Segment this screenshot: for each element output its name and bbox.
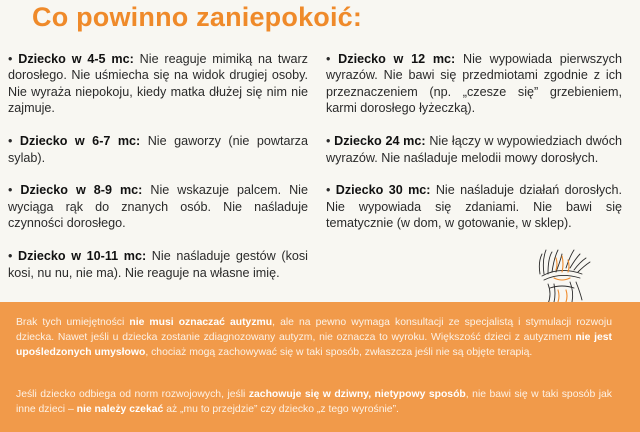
info-box [0,302,640,432]
list-item: • Dziecko w 12 mc: Nie wypowiada pierwszych wyrazów. Nie bawi się przedmiotami zgodnie z ich przeznaczeniem (np. „czesze się” grzebieniem, karmi dorosłego łyżeczką). [326,52,622,116]
right-column [326,51,622,248]
item-text: Nie naśladuje gestów (kosi kosi, nu nu, nie ma). Nie reaguje na własne imię. [8,249,308,280]
emphasis-text: nie należy czekać [76,404,164,416]
list-item: • Dziecko w 4-5 mc: Nie reaguje mimiką na twarz dorosłego. Nie uśmiecha się na widok drugiej osoby. Nie wyraża niepokoju, kiedy matka dłużej się nim nie zajmuje. [8,52,308,116]
text-segment: Jeśli dziecko odbiega od norm rozwojowych, jeśli [16,389,249,400]
list-item: • Dziecko 30 mc: Nie naśladuje działań dorosłych. Nie wypowiada się zdaniami. Nie bawi się tematycznie (w dom, w gotowanie, w sklep). [326,183,622,231]
age-label: Dziecko w 6-7 mc: [19,134,141,149]
child-sketch-illustration [530,244,600,306]
list-item: • Dziecko 24 mc: Nie łączy w wypowiedziach dwóch wyrazów. Nie naśladuje melodii mowy dorosłych. [326,134,622,165]
item-text: Nie naśladuje działań dorosłych. Nie wypowiada się zdaniami. Nie bawi się tematycznie (w dom, w gotowanie, w sklep). [326,183,622,231]
item-text: Nie wskazuje palcem. Nie wyciąga rąk do znanych osób. Nie naśladuje czynności dorosłego. [8,183,308,231]
age-label: Dziecko w 10-11 mc: [18,249,147,264]
emphasis-text: nie jest upośledzonych umysłowo [16,332,612,359]
age-label: Dziecko 24 mc: [334,134,426,149]
item-text: Nie gaworzy (nie powtarza sylab). [8,134,308,165]
text-segment: aż „mu to przejdzie” czy dziecko „z tego wyrośnie”. [163,404,399,416]
text-segment: , ale na pewno wymaga konsultacji ze specjalistą i stymulacji rozwoju dziecka. Nawet jeśli u dziecka zostanie zdiagnozowany autyzm, nie oznacza to wyroku. Większość dzieci z autyzmem [16,317,612,344]
list-item: • Dziecko w 6-7 mc: Nie gaworzy (nie powtarza sylab). [8,134,308,165]
age-label: Dziecko w 8-9 mc: [20,183,143,198]
text-segment: Brak tych umiejętności [16,317,130,328]
item-text: Nie łączy w wypowiedziach dwóch wyrazów. Nie naśladuje melodii mowy dorosłych. [326,134,622,165]
emphasis-text: zachowuje się w dziwny, nietypowy sposób [248,389,466,400]
list-item: • Dziecko w 8-9 mc: Nie wskazuje palcem. Nie wyciąga rąk do znanych osób. Nie naśladuje czynności dorosłego. [8,183,308,231]
item-text: Nie reaguje mimiką na twarz dorosłego. Nie uśmiecha się na widok drugiej osoby. Nie wyraża niepokoju, kiedy matka dłużej się nim nie zajmuje. [8,52,308,116]
text-segment: , nie bawi się w taki sposób jak inne dzieci – [16,389,612,416]
list-item: • Dziecko w 10-11 mc: Nie naśladuje gestów (kosi kosi, nu nu, nie ma). Nie reaguje na własne imię. [8,249,308,280]
page-title: Co powinno zaniepokoić: [32,2,363,32]
info-paragraph-1 [16,315,612,361]
age-label: Dziecko w 4-5 mc: [18,52,134,66]
text-segment: , chociaż mogą zachowywać się w taki sposób, zwłaszcza jeśli nie są objęte terapią. [145,347,533,359]
item-text: Nie wypowiada pierwszych wyrazów. Nie bawi się przedmiotami zgodnie z ich przeznaczeniem (np. „czesze się” grzebieniem, karmi dorosłego łyżeczką). [326,52,622,116]
age-label: Dziecko w 12 mc: [338,52,456,66]
info-paragraph-2 [16,387,612,417]
left-column [8,51,308,297]
age-label: Dziecko 30 mc: [335,183,431,198]
emphasis-text: nie musi oznaczać autyzmu [129,317,273,328]
